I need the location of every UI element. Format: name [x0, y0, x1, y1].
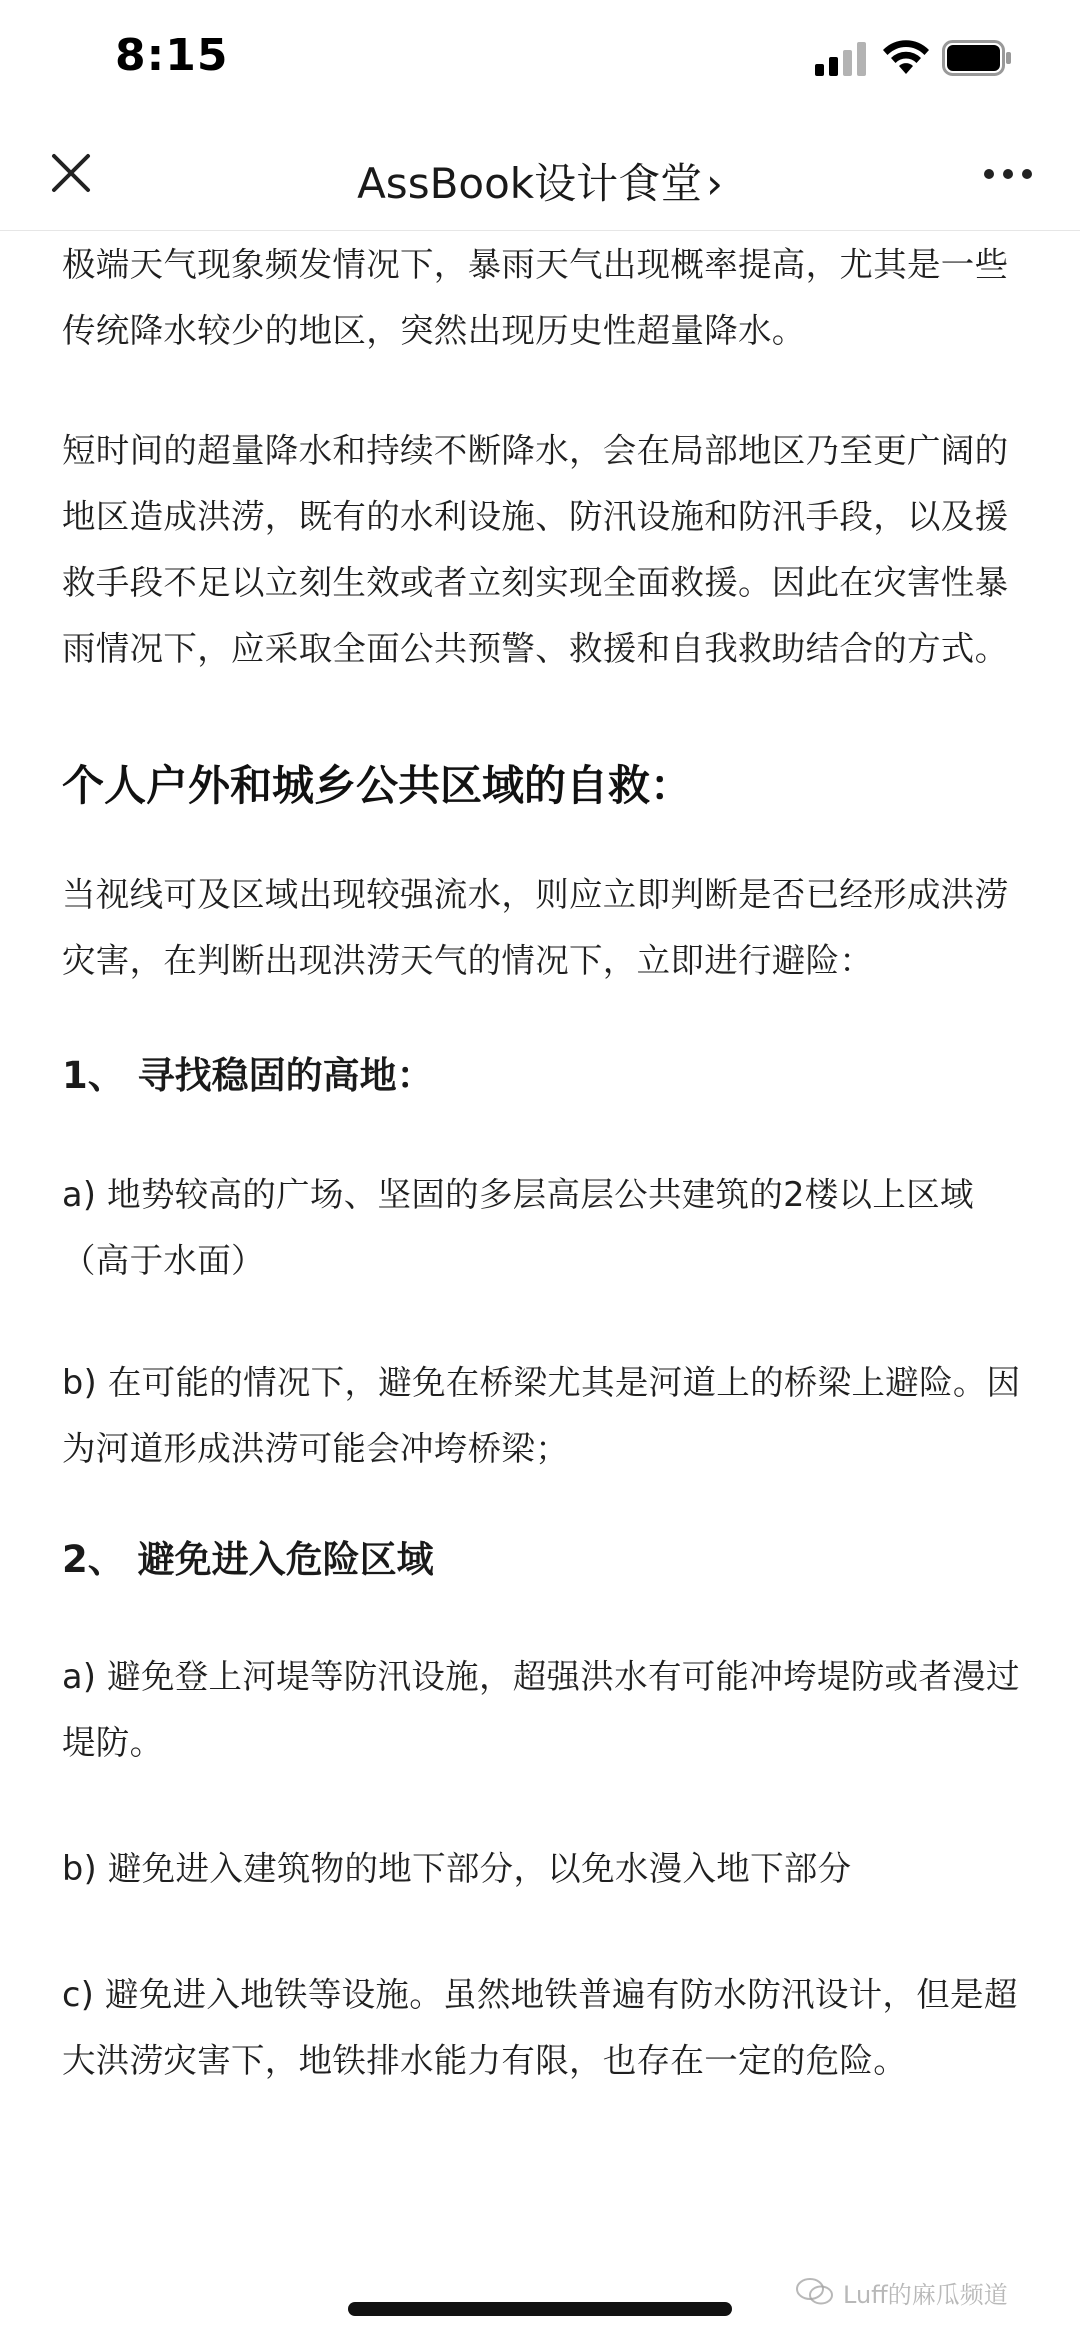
home-indicator[interactable]: [348, 2302, 732, 2316]
paragraph: a) 避免登上河堤等防汛设施，超强洪水有可能冲垮堤防或者漫过堤防。: [62, 1657, 1020, 1762]
status-time: 8:15: [115, 30, 229, 81]
subsection-heading: 1、 寻找稳固的高地：: [62, 1054, 434, 1097]
paragraph: b) 避免进入建筑物的地下部分，以免水漫入地下部分: [62, 1849, 852, 1888]
watermark: [795, 2270, 1008, 2314]
cellular-signal-icon: [815, 42, 867, 76]
wifi-icon: [882, 40, 930, 76]
battery-icon: [942, 40, 1012, 76]
paragraph: 极端天气现象频发情况下，暴雨天气出现概率提高，尤其是一些传统降水较少的地区，突然出现历史性超量降水。: [62, 245, 1009, 350]
paragraph: 短时间的超量降水和持续不断降水，会在局部地区乃至更广阔的地区造成洪涝，既有的水利设施、防汛设施和防汛手段，以及援救手段不足以立刻生效或者立刻实现全面救援。因此在灾害性暴雨情况下，应采取全面公共预警、救援和自我救助结合的方式。: [62, 431, 1009, 668]
wechat-icon: [795, 2277, 835, 2307]
paragraph: 当视线可及区域出现较强流水，则应立即判断是否已经形成洪涝灾害，在判断出现洪涝天气的情况下，立即进行避险：: [62, 875, 1009, 980]
paragraph: c) 避免进入地铁等设施。虽然地铁普遍有防水防汛设计，但是超大洪涝灾害下，地铁排水能力有限，也存在一定的危险。: [62, 1975, 1018, 2080]
paragraph: a) 地势较高的广场、坚固的多层高层公共建筑的2楼以上区域（高于水面）: [62, 1175, 974, 1280]
status-bar: [0, 0, 1080, 125]
account-title: AssBook设计食堂: [357, 159, 703, 208]
paragraph: b) 在可能的情况下，避免在桥梁尤其是河道上的桥梁上避险。因为河道形成洪涝可能会冲垮桥梁；: [62, 1363, 1021, 1468]
chevron-right-icon: ›: [706, 159, 723, 208]
article-body: [62, 230, 1022, 2094]
watermark-text: Luff的麻瓜频道: [843, 2280, 1008, 2309]
section-heading: 个人户外和城乡公共区域的自救：: [62, 761, 693, 810]
more-icon[interactable]: [982, 161, 1034, 187]
subsection-heading: 2、 避免进入危险区域: [62, 1538, 434, 1581]
nav-bar: [0, 125, 1080, 231]
account-title-link[interactable]: [0, 151, 1080, 211]
